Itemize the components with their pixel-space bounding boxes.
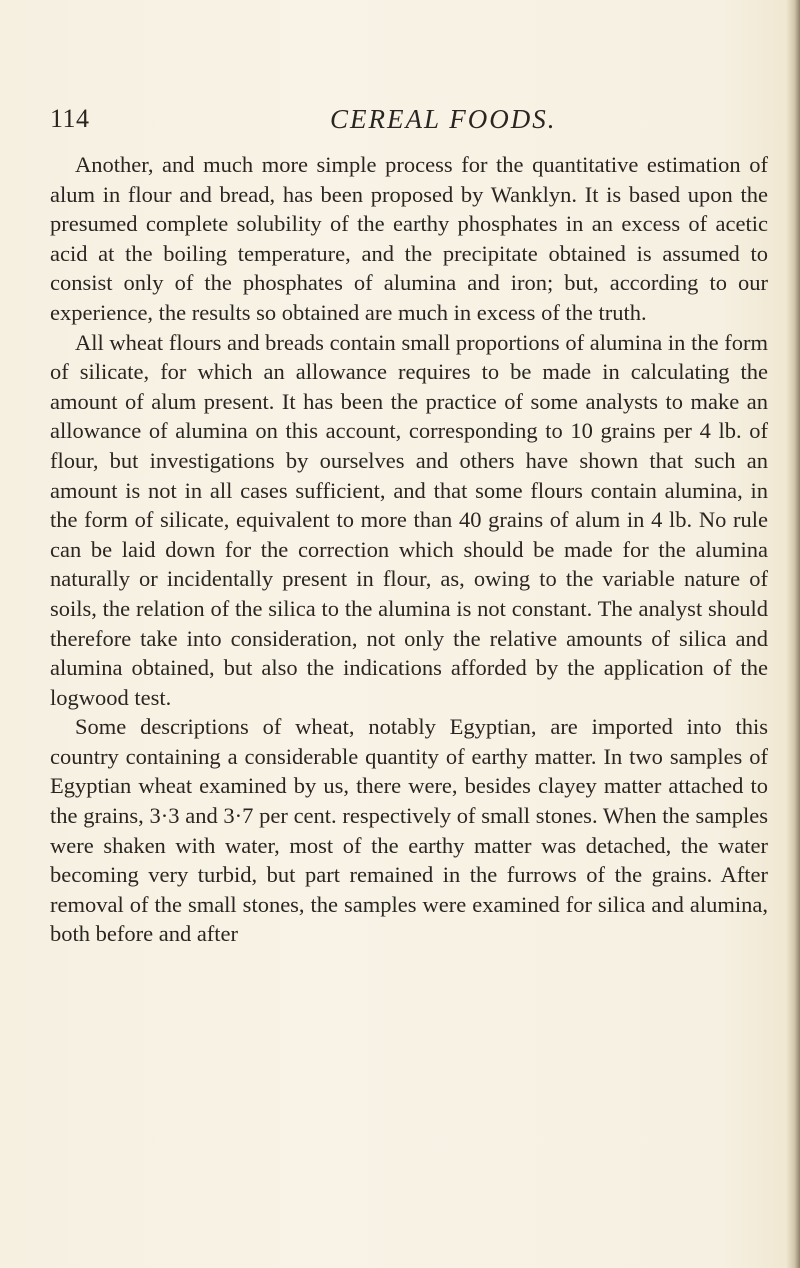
page-edge-shadow: [786, 0, 800, 1268]
paragraph: All wheat flours and breads contain small proportions of alumina in the form of silicate, for which an allowance requires to be made in calculating the amount of alum present. It has been the practice of some analysts to make an allowance of alumina on this account, corresponding to 10 grains per 4 lb. of flour, but investigations by ourselves and others have shown that such an amount is not in all cases sufficient, and that some flours contain alumina, in the form of silicate, equivalent to more than 40 grains of alum in 4 lb. No rule can be laid down for the correction which should be made for the alumina naturally or incidentally present in flour, as, owing to the variable nature of soils, the relation of the silica to the alumina is not constant. The analyst should therefore take into consideration, not only the relative amounts of silica and alumina obtained, but also the indications afforded by the application of the logwood test.: [50, 329, 768, 710]
running-title: CEREAL FOODS.: [330, 104, 557, 134]
running-head: [50, 104, 750, 138]
paragraph: Some descriptions of wheat, notably Egyptian, are imported into this country containing a considerable quantity of earthy matter. In two samples of Egyptian wheat examined by us, there were, besides clayey matter attached to the grains, 3·3 and 3·7 per cent. respectively of small stones. When the samples were shaken with water, most of the earthy matter was detached, the water becoming very turbid, but part remained in the furrows of the grains. After removal of the small stones, the samples were examined for silica and alumina, both before and after: [50, 714, 768, 947]
paragraph: Another, and much more simple process for the quantitative estimation of alum in flour and bread, has been proposed by Wanklyn. It is based upon the presumed complete solubility of the earthy phosphates in an excess of acetic acid at the boiling temperature, and the precipitate obtained is assumed to consist only of the phosphates of alumina and iron; but, according to our experience, the results so obtained are much in excess of the truth.: [50, 152, 768, 325]
page-number: 114: [50, 104, 90, 133]
body-text: [50, 150, 768, 949]
